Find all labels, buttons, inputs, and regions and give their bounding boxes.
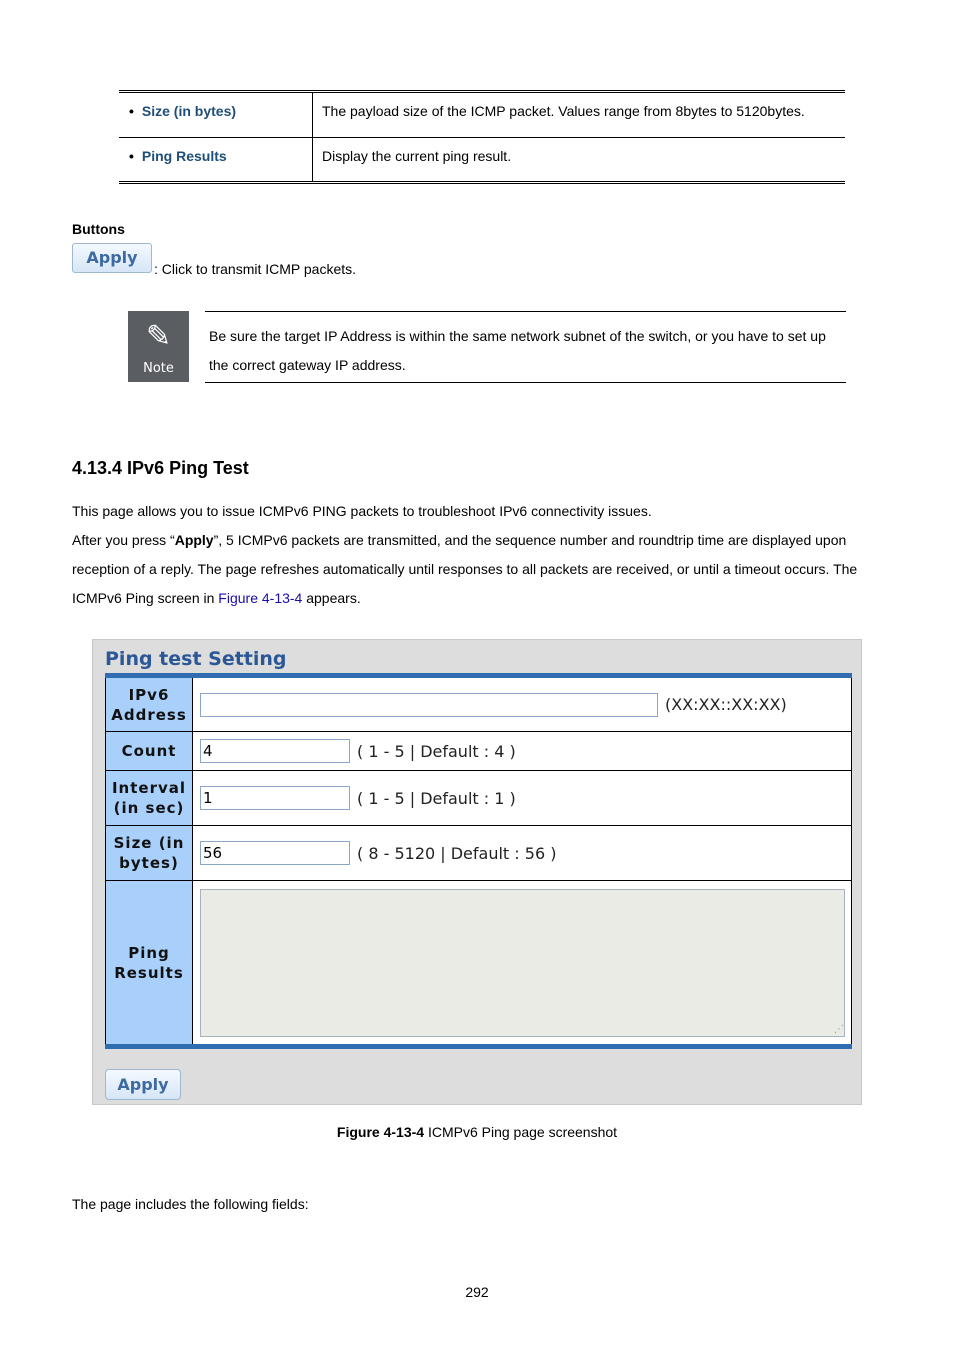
buttons-heading: Buttons [72,221,125,237]
page-number: 292 [465,1284,489,1300]
figure-caption [0,1124,954,1140]
parameter-table [119,90,845,184]
table-row [119,137,845,181]
param-desc: Display the current ping result. [322,148,512,164]
note-box [205,311,846,383]
param-name: Size (in bytes) [141,103,237,119]
bullet-icon: • [129,103,134,119]
ping-results-textarea[interactable] [200,889,845,1037]
pencil-paper-icon: ✎ [145,320,172,353]
para-text: appears. [302,590,361,606]
interval-hint: ( 1 - 5 | Default : 1 ) [357,788,516,808]
caption-text: ICMPv6 Ping page screenshot [424,1124,618,1140]
label-ping-results: Ping Results [105,881,193,1044]
param-name-cell [119,93,313,137]
row-interval [105,771,852,826]
figure-screenshot [92,639,862,1105]
label-ipv6-address: IPv6 Address [105,678,193,731]
param-name-cell [119,138,313,181]
interval-input[interactable]: 1 [200,786,350,810]
section-title: 4.13.4 IPv6 Ping Test [72,458,249,478]
figure-link[interactable]: Figure 4-13-4 [218,590,303,606]
row-ipv6-address [105,678,852,732]
cell-ping-results [193,881,852,1044]
row-ping-results [105,881,852,1044]
size-input[interactable]: 56 [200,841,350,865]
caption-bold: Figure 4-13-4 [336,1124,425,1140]
label-count: Count [105,732,193,770]
ping-settings-title: Ping test Setting [105,648,287,670]
row-count [105,732,852,771]
param-desc: The payload size of the ICMP packet. Values range from 8bytes to 5120bytes. [322,103,805,119]
note-icon-label: Note [143,361,174,376]
cell-size [193,826,852,880]
label-interval: Interval (in sec) [105,771,193,825]
ipv6-address-hint: (XX:XX::XX:XX) [665,695,787,714]
bullet-icon: • [129,148,134,164]
table-row [119,93,845,137]
count-input[interactable]: 4 [200,739,350,763]
para-bold: Apply [174,532,214,548]
note-icon [128,311,189,382]
note-text: Be sure the target IP Address is within the same network subnet of the switch, or you have to set up the correct gateway IP address. [209,328,826,373]
cell-ipv6-address [193,678,852,731]
fields-intro: The page includes the following fields: [72,1196,309,1212]
cell-interval [193,771,852,825]
para-text: After you press “ [72,532,175,548]
row-size [105,826,852,881]
param-name: Ping Results [141,148,227,164]
size-hint: ( 8 - 5120 | Default : 56 ) [357,843,557,863]
intro-paragraph: This page allows you to issue ICMPv6 PING packets to troubleshoot IPv6 connectivity issues. [72,503,652,519]
apply-button-image: Apply [72,243,152,273]
ping-settings-table [105,673,852,1049]
apply-description: : Click to transmit ICMP packets. [154,261,357,277]
para-text: ”, 5 ICMPv6 packets are transmitted, and the sequence number and roundtrip time are displayed upon reception of a reply. The page refreshes automatically until responses to all packets are received, or until a timeout occurs. The ICMPv6 Ping screen in [72,532,858,606]
apply-paragraph [72,526,887,613]
ipv6-address-input[interactable] [200,693,658,717]
apply-button[interactable]: Apply [105,1069,181,1100]
label-size: Size (in bytes) [105,826,193,880]
resize-grip-icon[interactable]: ⋰ [834,1024,844,1035]
cell-count [193,732,852,770]
count-hint: ( 1 - 5 | Default : 4 ) [357,741,516,761]
